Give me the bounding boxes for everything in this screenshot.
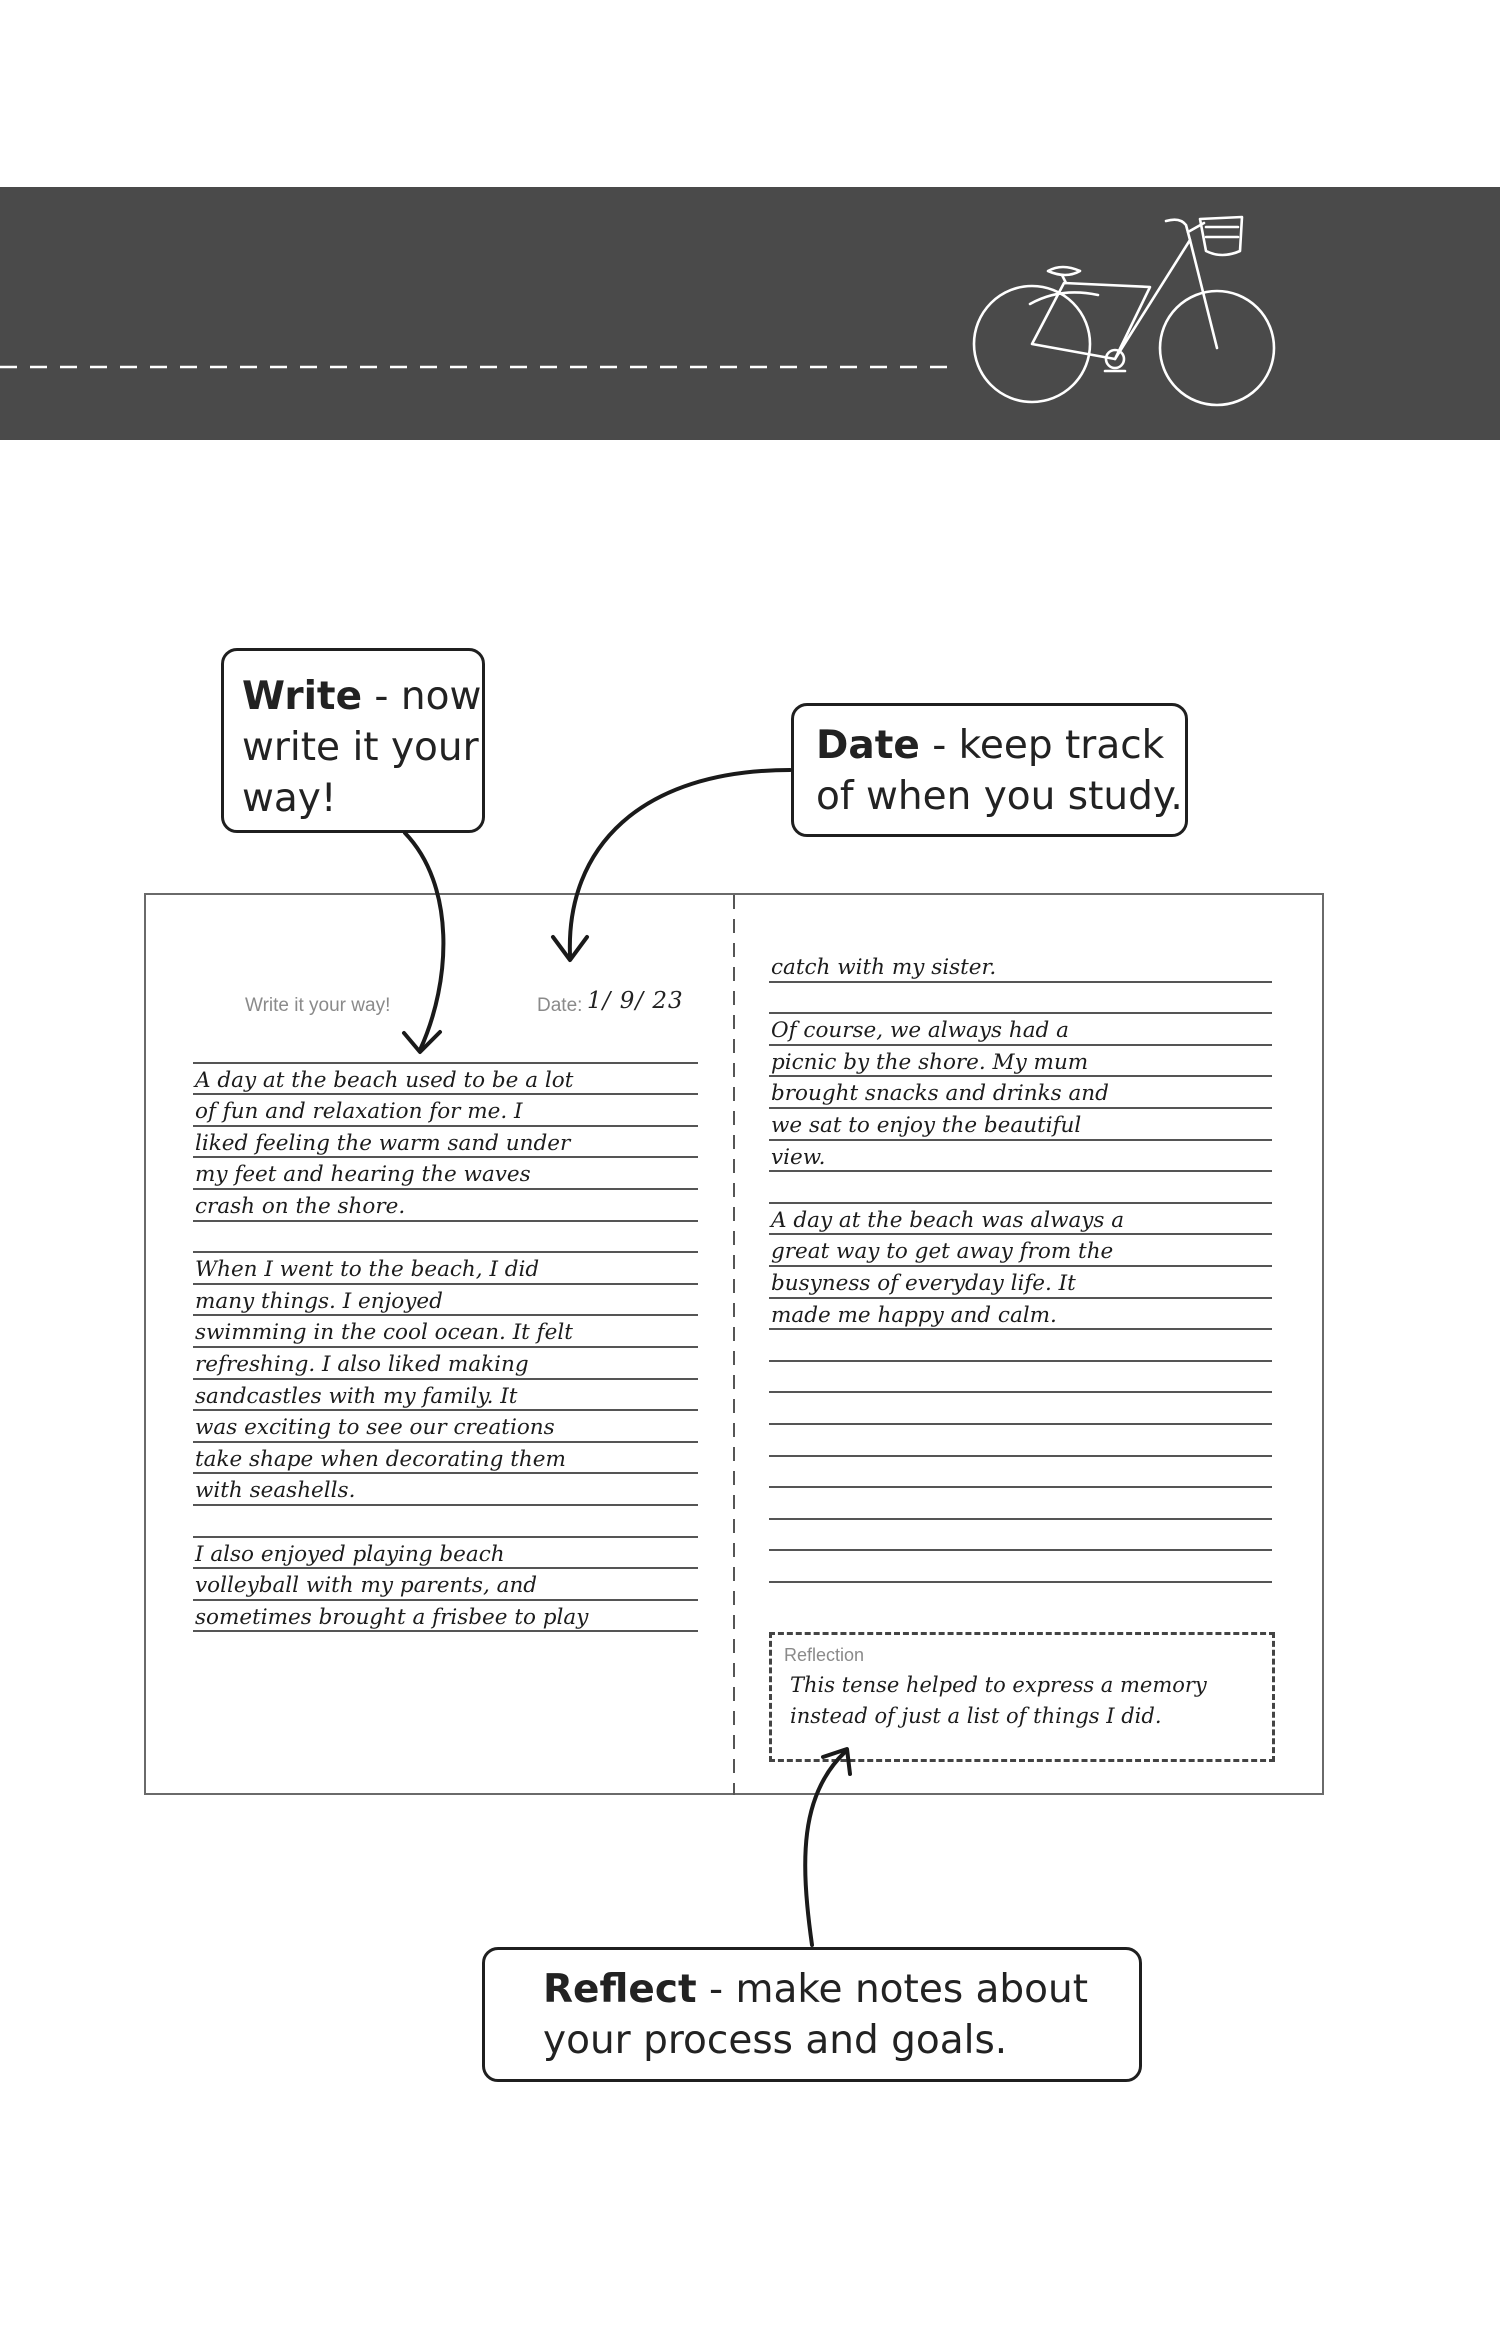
reflection-label: Reflection: [784, 1645, 865, 1665]
ruled-line: of fun and relaxation for me. I: [193, 1095, 698, 1127]
write-it-your-way-label: Write it your way!: [245, 995, 391, 1016]
callout-title: Write: [242, 674, 363, 719]
callout-text: - make notes about your process and goals.: [543, 1967, 1089, 2063]
callout-title: Date: [816, 723, 920, 768]
ruled-line: busyness of everyday life. It: [769, 1267, 1272, 1299]
ruled-line: liked feeling the warm sand under: [193, 1127, 698, 1159]
date-arrow: [570, 770, 790, 955]
reflection-line: This tense helped to express a memory: [790, 1673, 1207, 1697]
write-arrow: [405, 833, 443, 1050]
ruled-line: I also enjoyed playing beach: [193, 1538, 698, 1570]
ruled-line: sandcastles with my family. It: [193, 1380, 698, 1412]
ruled-line: swimming in the cool ocean. It felt: [193, 1316, 698, 1348]
ruled-line: brought snacks and drinks and: [769, 1077, 1272, 1109]
ruled-line: A day at the beach used to be a lot: [193, 1064, 698, 1096]
reflection-line: instead of just a list of things I did.: [790, 1704, 1162, 1728]
ruled-line: with seashells.: [193, 1474, 698, 1506]
ruled-line: catch with my sister.: [769, 951, 1272, 983]
ruled-line: take shape when decorating them: [193, 1443, 698, 1475]
ruled-line: great way to get away from the: [769, 1235, 1272, 1267]
ruled-line: made me happy and calm.: [769, 1299, 1272, 1331]
ruled-line: view.: [769, 1141, 1272, 1173]
ruled-line: we sat to enjoy the beautiful: [769, 1109, 1272, 1141]
ruled-line: When I went to the beach, I did: [193, 1253, 698, 1285]
date-label: Date:: [537, 995, 583, 1016]
ruled-line: my feet and hearing the waves: [193, 1158, 698, 1190]
ruled-line: A day at the beach was always a: [769, 1204, 1272, 1236]
ruled-line: sometimes brought a frisbee to play: [193, 1601, 698, 1633]
ruled-line: many things. I enjoyed: [193, 1285, 698, 1317]
callout-title: Reflect: [543, 1967, 697, 2012]
ruled-line: was exciting to see our creations: [193, 1411, 698, 1443]
ruled-line: crash on the shore.: [193, 1190, 698, 1222]
callout-text: - keep track of when you study.: [816, 723, 1183, 819]
ruled-line: Of course, we always had a: [769, 1014, 1272, 1046]
date-value: 1/ 9/ 23: [587, 988, 684, 1014]
ruled-line: refreshing. I also liked making: [193, 1348, 698, 1380]
ruled-line: volleyball with my parents, and: [193, 1569, 698, 1601]
ruled-line: picnic by the shore. My mum: [769, 1046, 1272, 1078]
reflect-arrow: [805, 1752, 845, 1945]
callout-text: - now write it your way!: [242, 674, 482, 821]
